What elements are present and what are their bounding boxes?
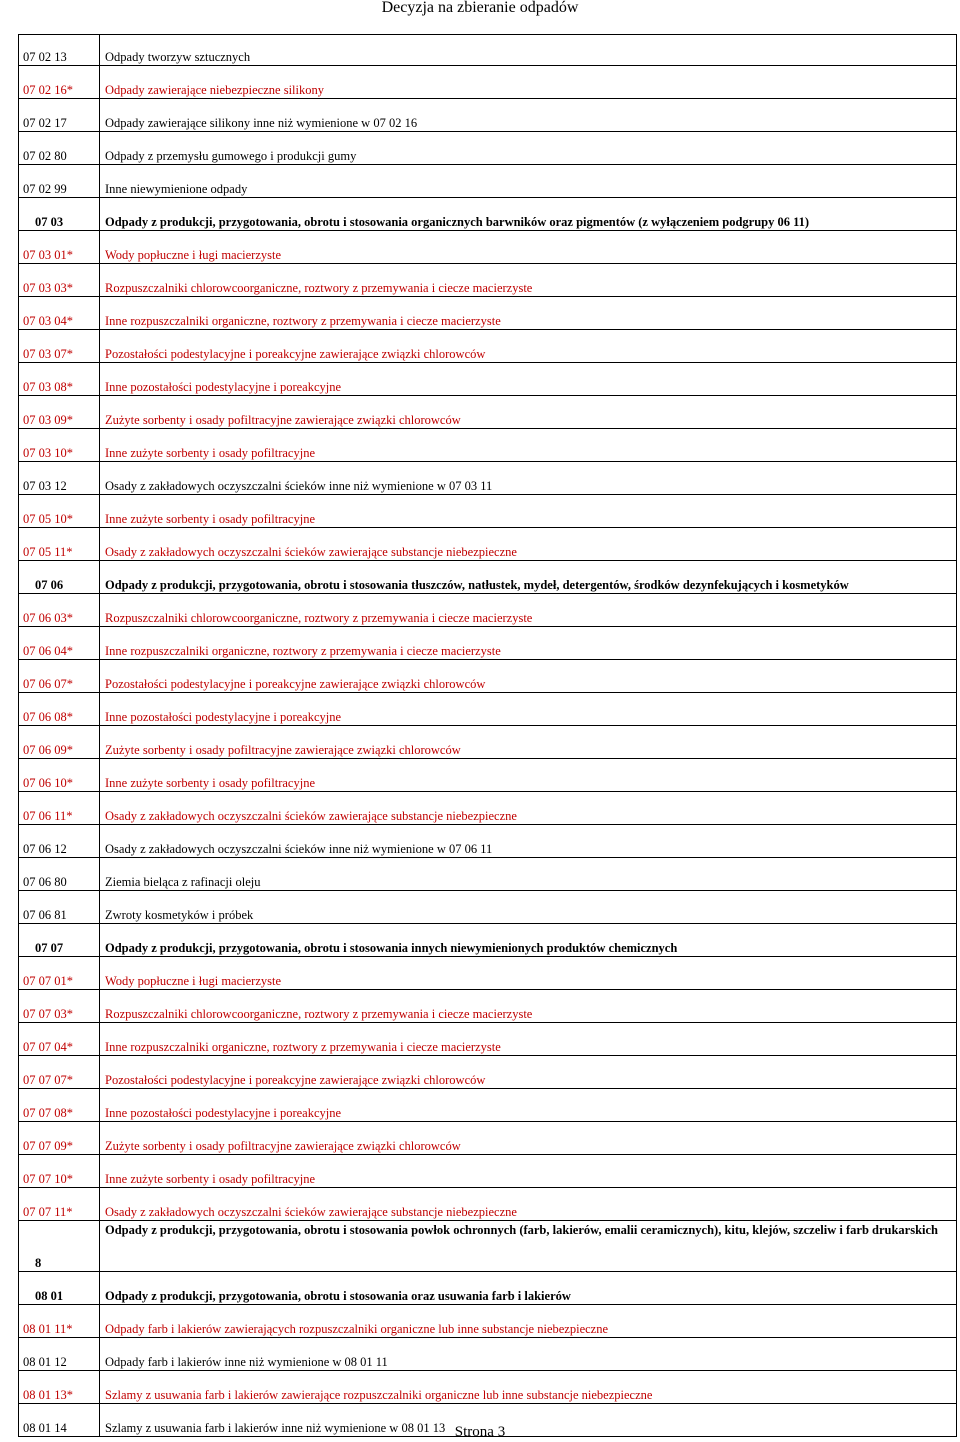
waste-description-cell: Pozostałości podestylacyjne i poreakcyjne zawierające związki chlorowców <box>100 330 957 363</box>
waste-code-cell: 07 06 07* <box>19 660 100 693</box>
waste-description-cell: Osady z zakładowych oczyszczalni ścieków inne niż wymienione w 07 06 11 <box>100 825 957 858</box>
waste-description-cell: Inne rozpuszczalniki organiczne, roztwory z przemywania i ciecze macierzyste <box>100 297 957 330</box>
waste-description-cell: Osady z zakładowych oczyszczalni ścieków zawierające substancje niebezpieczne <box>100 1188 957 1221</box>
waste-description-cell: Inne zużyte sorbenty i osady pofiltracyjne <box>100 1155 957 1188</box>
waste-code-cell: 07 06 <box>19 561 100 594</box>
table-row <box>19 198 957 231</box>
waste-code-cell: 07 03 12 <box>19 462 100 495</box>
waste-description-cell: Inne rozpuszczalniki organiczne, roztwory z przemywania i ciecze macierzyste <box>100 627 957 660</box>
waste-description-cell: Odpady zawierające niebezpieczne silikony <box>100 66 957 99</box>
table-row <box>19 165 957 198</box>
waste-description-cell: Odpady z produkcji, przygotowania, obrotu i stosowania organicznych barwników oraz pigmentów (z wyłączeniem podgrupy 06 11) <box>100 198 957 231</box>
waste-description-cell: Odpady zawierające silikony inne niż wymienione w 07 02 16 <box>100 99 957 132</box>
waste-description-cell: Zużyte sorbenty i osady pofiltracyjne zawierające związki chlorowców <box>100 726 957 759</box>
waste-code-cell: 07 03 <box>19 198 100 231</box>
table-row <box>19 627 957 660</box>
waste-code-cell: 07 05 11* <box>19 528 100 561</box>
waste-description-cell: Inne niewymienione odpady <box>100 165 957 198</box>
waste-description-cell: Odpady tworzyw sztucznych <box>100 35 957 66</box>
table-row <box>19 1272 957 1305</box>
table-row <box>19 1023 957 1056</box>
waste-code-cell: 07 06 03* <box>19 594 100 627</box>
waste-code-cell: 07 03 01* <box>19 231 100 264</box>
waste-code-cell: 07 06 80 <box>19 858 100 891</box>
table-row <box>19 1122 957 1155</box>
table-row <box>19 759 957 792</box>
waste-code-cell: 08 01 12 <box>19 1338 100 1371</box>
table-row <box>19 1305 957 1338</box>
table-row <box>19 1089 957 1122</box>
waste-description-cell: Rozpuszczalniki chlorowcoorganiczne, roztwory z przemywania i ciecze macierzyste <box>100 990 957 1023</box>
waste-description-cell: Inne zużyte sorbenty i osady pofiltracyjne <box>100 429 957 462</box>
table-row <box>19 1155 957 1188</box>
waste-code-cell: 07 06 81 <box>19 891 100 924</box>
waste-code-cell: 08 01 13* <box>19 1371 100 1404</box>
table-row <box>19 726 957 759</box>
page-number: Strona 3 <box>454 1424 506 1440</box>
table-row <box>19 231 957 264</box>
waste-code-cell: 07 07 07* <box>19 1056 100 1089</box>
table-row <box>19 924 957 957</box>
waste-code-cell: 07 02 99 <box>19 165 100 198</box>
waste-code-cell: 07 07 09* <box>19 1122 100 1155</box>
waste-description-cell: Zwroty kosmetyków i próbek <box>100 891 957 924</box>
table-row <box>19 660 957 693</box>
waste-description-cell: Odpady z produkcji, przygotowania, obrotu i stosowania innych niewymienionych produktów chemicznych <box>100 924 957 957</box>
table-row <box>19 561 957 594</box>
waste-description-cell: Inne pozostałości podestylacyjne i poreakcyjne <box>100 693 957 726</box>
waste-description-cell: Odpady farb i lakierów inne niż wymienione w 08 01 11 <box>100 1338 957 1371</box>
waste-code-cell: 07 06 10* <box>19 759 100 792</box>
waste-code-cell: 07 06 08* <box>19 693 100 726</box>
waste-codes-table-body <box>19 35 957 1437</box>
table-row <box>19 594 957 627</box>
waste-description-cell: Pozostałości podestylacyjne i poreakcyjne zawierające związki chlorowców <box>100 1056 957 1089</box>
waste-code-cell: 07 03 03* <box>19 264 100 297</box>
waste-code-cell: 07 02 17 <box>19 99 100 132</box>
waste-code-cell: 07 03 07* <box>19 330 100 363</box>
table-row <box>19 792 957 825</box>
waste-description-cell: Odpady z produkcji, przygotowania, obrotu i stosowania oraz usuwania farb i lakierów <box>100 1272 957 1305</box>
waste-description-cell: Inne zużyte sorbenty i osady pofiltracyjne <box>100 759 957 792</box>
waste-code-cell: 08 01 11* <box>19 1305 100 1338</box>
waste-description-cell: Ziemia bieląca z rafinacji oleju <box>100 858 957 891</box>
waste-description-cell: Odpady z produkcji, przygotowania, obrotu i stosowania powłok ochronnych (farb, lakierów, emalii ceramicznych), kitu, klejów, szczeliw i farb drukarskich <box>100 1221 957 1272</box>
waste-code-cell: 07 06 11* <box>19 792 100 825</box>
waste-code-cell: 07 03 08* <box>19 363 100 396</box>
table-row <box>19 132 957 165</box>
waste-description-cell: Osady z zakładowych oczyszczalni ścieków zawierające substancje niebezpieczne <box>100 528 957 561</box>
waste-code-cell: 07 07 08* <box>19 1089 100 1122</box>
waste-code-cell: 07 03 04* <box>19 297 100 330</box>
waste-description-cell: Inne zużyte sorbenty i osady pofiltracyjne <box>100 495 957 528</box>
waste-description-cell: Inne pozostałości podestylacyjne i poreakcyjne <box>100 363 957 396</box>
table-row <box>19 693 957 726</box>
table-row <box>19 990 957 1023</box>
table-row <box>19 462 957 495</box>
table-row <box>19 297 957 330</box>
waste-code-cell: 07 07 04* <box>19 1023 100 1056</box>
waste-description-cell: Szlamy z usuwania farb i lakierów zawierające rozpuszczalniki organiczne lub inne substancje niebezpieczne <box>100 1371 957 1404</box>
waste-description-cell: Odpady farb i lakierów zawierających rozpuszczalniki organiczne lub inne substancje niebezpieczne <box>100 1305 957 1338</box>
waste-description-cell: Wody popłuczne i ługi macierzyste <box>100 957 957 990</box>
waste-description-cell: Osady z zakładowych oczyszczalni ścieków zawierające substancje niebezpieczne <box>100 792 957 825</box>
waste-description-cell: Rozpuszczalniki chlorowcoorganiczne, roztwory z przemywania i ciecze macierzyste <box>100 264 957 297</box>
waste-code-cell: 07 07 11* <box>19 1188 100 1221</box>
table-row <box>19 957 957 990</box>
table-row <box>19 1338 957 1371</box>
table-row <box>19 35 957 66</box>
table-row <box>19 528 957 561</box>
waste-description-cell: Odpady z przemysłu gumowego i produkcji gumy <box>100 132 957 165</box>
waste-code-cell: 07 03 09* <box>19 396 100 429</box>
table-row <box>19 891 957 924</box>
table-row <box>19 396 957 429</box>
table-row <box>19 429 957 462</box>
table-row <box>19 264 957 297</box>
table-row <box>19 1221 957 1272</box>
waste-codes-table <box>18 34 957 1437</box>
waste-description-cell: Zużyte sorbenty i osady pofiltracyjne zawierające związki chlorowców <box>100 1122 957 1155</box>
waste-code-cell: 07 02 80 <box>19 132 100 165</box>
waste-code-cell: 07 06 09* <box>19 726 100 759</box>
table-row <box>19 825 957 858</box>
waste-description-cell: Pozostałości podestylacyjne i poreakcyjne zawierające związki chlorowców <box>100 660 957 693</box>
waste-description-cell: Rozpuszczalniki chlorowcoorganiczne, roztwory z przemywania i ciecze macierzyste <box>100 594 957 627</box>
waste-code-cell: 07 06 04* <box>19 627 100 660</box>
waste-description-cell: Wody popłuczne i ługi macierzyste <box>100 231 957 264</box>
table-row <box>19 1056 957 1089</box>
waste-description-cell: Osady z zakładowych oczyszczalni ścieków inne niż wymienione w 07 03 11 <box>100 462 957 495</box>
waste-description-cell: Odpady z produkcji, przygotowania, obrotu i stosowania tłuszczów, natłustek, mydeł, detergentów, środków dezynfekujących i kosmetyków <box>100 561 957 594</box>
waste-code-cell: 08 01 <box>19 1272 100 1305</box>
waste-code-cell: 07 02 13 <box>19 35 100 66</box>
table-row <box>19 495 957 528</box>
page-header <box>0 0 960 22</box>
table-row <box>19 363 957 396</box>
waste-description-cell: Szlamy z usuwania farb i lakierów inne niż wymienione w 08 01 13 <box>100 1404 957 1437</box>
table-row <box>19 99 957 132</box>
waste-description-cell: Zużyte sorbenty i osady pofiltracyjne zawierające związki chlorowców <box>100 396 957 429</box>
waste-code-cell: 08 01 14 <box>19 1404 100 1437</box>
waste-description-cell: Inne pozostałości podestylacyjne i poreakcyjne <box>100 1089 957 1122</box>
waste-code-cell: 07 05 10* <box>19 495 100 528</box>
table-row <box>19 858 957 891</box>
document-title: Decyzja na zbieranie odpadów <box>381 0 579 16</box>
table-row <box>19 66 957 99</box>
waste-code-cell: 07 07 10* <box>19 1155 100 1188</box>
waste-code-cell: 07 07 01* <box>19 957 100 990</box>
waste-code-cell: 8 <box>19 1221 100 1272</box>
table-row <box>19 1371 957 1404</box>
table-row <box>19 1188 957 1221</box>
waste-code-cell: 07 03 10* <box>19 429 100 462</box>
page-footer <box>0 1424 960 1440</box>
waste-description-cell: Inne rozpuszczalniki organiczne, roztwory z przemywania i ciecze macierzyste <box>100 1023 957 1056</box>
waste-code-cell: 07 07 <box>19 924 100 957</box>
waste-code-cell: 07 07 03* <box>19 990 100 1023</box>
table-row <box>19 330 957 363</box>
waste-code-cell: 07 06 12 <box>19 825 100 858</box>
waste-code-cell: 07 02 16* <box>19 66 100 99</box>
